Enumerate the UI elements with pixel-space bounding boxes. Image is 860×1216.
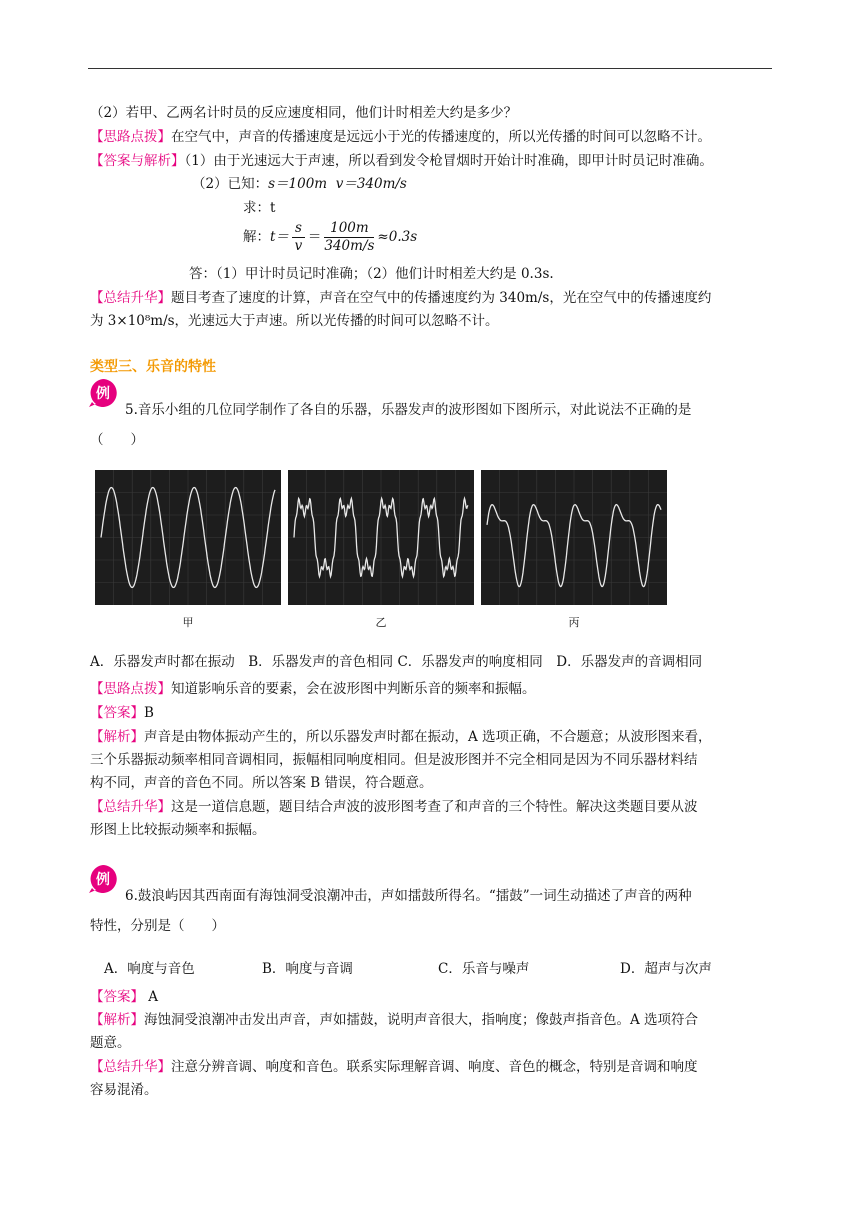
option-b: B．响度与音调 bbox=[262, 961, 353, 977]
known-v: v＝340m/s bbox=[335, 176, 407, 192]
answer-1 bbox=[90, 151, 780, 171]
solve-line bbox=[243, 219, 860, 255]
answer-6 bbox=[90, 987, 780, 1007]
fraction-denominator: v bbox=[294, 238, 303, 254]
solve-label: 解： bbox=[243, 229, 270, 245]
fraction-denominator: 340m/s bbox=[324, 238, 375, 254]
final-answer: 答：（1）甲计时员记时准确；（2）他们计时相差大约是 0.3s. bbox=[189, 266, 554, 282]
summary-1-cont: 为 3×10⁸m/s，光速远大于声速。所以光传播的时间可以忽略不计。 bbox=[90, 313, 499, 329]
equals-sign: ＝ bbox=[307, 229, 322, 245]
fraction-numerator: 100m bbox=[324, 220, 374, 238]
explain-5 bbox=[90, 727, 780, 747]
known-line bbox=[192, 174, 860, 194]
waveform-label-1: 甲 bbox=[182, 616, 194, 629]
known-label: （2）已知： bbox=[192, 176, 269, 192]
fraction-numerator: s bbox=[292, 220, 305, 238]
question-5: 5.音乐小组的几位同学制作了各自的乐器，乐器发声的波形图如下图所示，对此说法不正确的是 bbox=[125, 402, 692, 418]
waveform-label-3: 丙 bbox=[568, 616, 580, 629]
summary-1 bbox=[90, 288, 780, 308]
summary-6-line-2: 容易混淆。 bbox=[90, 1082, 158, 1098]
summary-text: 这是一道信息题，题目结合声波的波形图考查了和声音的三个特性。解决这类题目要从波 bbox=[171, 799, 698, 815]
explain-6 bbox=[90, 1010, 780, 1030]
hint-text: 在空气中，声音的传播速度是远远小于光的传播速度的，所以光传播的时间可以忽略不计。 bbox=[171, 129, 711, 145]
answer-text: （1）由于光速远大于声速，所以看到发令枪冒烟时开始计时准确，即甲计时员记时准确。 bbox=[184, 153, 713, 169]
question-5-options: A．乐器发声时都在振动 B．乐器发声的音色相同 C．乐器发声的响度相同 D．乐器发声的音调相同 bbox=[90, 654, 703, 670]
example-badge-icon bbox=[88, 378, 118, 408]
summary-tag: 【总结升华】 bbox=[90, 1059, 171, 1075]
known-s: s＝100m bbox=[268, 176, 328, 192]
summary-5 bbox=[90, 797, 780, 817]
hint-tag: 【思路点拨】 bbox=[90, 129, 171, 145]
hint-1 bbox=[90, 127, 780, 147]
summary-tag: 【总结升华】 bbox=[90, 799, 171, 815]
explain-text: 声音是由物体振动产生的，所以乐器发声时都在振动，A 选项正确，不合题意；从波形图来看， bbox=[144, 729, 712, 745]
example-badge-icon bbox=[88, 864, 118, 894]
badge-char: 例 bbox=[96, 872, 110, 888]
summary-tag: 【总结升华】 bbox=[90, 290, 171, 306]
question-5-bracket: （ ） bbox=[90, 432, 144, 448]
waveform-label-2: 乙 bbox=[375, 616, 387, 629]
fraction-values bbox=[324, 220, 374, 255]
answer-tag: 【答案】 bbox=[90, 705, 144, 721]
section-title: 类型三、乐音的特性 bbox=[90, 359, 216, 375]
answer-5 bbox=[90, 703, 780, 723]
summary-text: 题目考查了速度的计算，声音在空气中的传播速度约为 340m/s，光在空气中的传播速度约 bbox=[171, 290, 712, 306]
header-rule bbox=[88, 68, 772, 69]
waveform-figure bbox=[92, 468, 672, 638]
fraction-s-over-v bbox=[292, 220, 305, 255]
explain-5-line-2: 三个乐器振动频率相同音调相同，振幅相同响度相同。但是波形图并不完全相同是因为不同乐器材料结 bbox=[90, 752, 698, 768]
solve-t: t＝ bbox=[270, 229, 289, 245]
summary-text: 注意分辨音调、响度和音色。联系实际理解音调、响度、音色的概念，特别是音调和响度 bbox=[171, 1059, 698, 1075]
answer-text: B bbox=[144, 705, 154, 721]
question-2: （2）若甲、乙两名计时员的反应速度相同，他们计时相差大约是多少？ bbox=[90, 105, 518, 121]
result: ≈0.3s bbox=[377, 229, 418, 245]
question-6-line-2: 特性，分别是（ ） bbox=[90, 918, 225, 934]
option-a: A．响度与音色 bbox=[104, 961, 195, 977]
summary-6 bbox=[90, 1057, 780, 1077]
summary-5-line-2: 形图上比较振动频率和振幅。 bbox=[90, 822, 266, 838]
option-d: D．超声与次声 bbox=[620, 961, 712, 977]
waveform-svg bbox=[92, 468, 672, 638]
badge-char: 例 bbox=[96, 386, 110, 402]
question-6: 6.鼓浪屿因其西南面有海蚀洞受浪潮冲击，声如擂鼓所得名。“擂鼓”一词生动描述了声音的两种 bbox=[125, 888, 692, 904]
hint-text: 知道影响乐音的要素，会在波形图中判断乐音的频率和振幅。 bbox=[171, 681, 536, 697]
explain-tag: 【解析】 bbox=[90, 729, 144, 745]
hint-tag: 【思路点拨】 bbox=[90, 681, 171, 697]
answer-tag: 【答案】 bbox=[90, 989, 144, 1005]
answer-tag: 【答案与解析】 bbox=[90, 153, 185, 169]
answer-text: A bbox=[144, 989, 159, 1005]
hint-5 bbox=[90, 679, 780, 699]
explain-6-line-2: 题意。 bbox=[90, 1035, 131, 1051]
option-c: C．乐音与噪声 bbox=[438, 961, 530, 977]
explain-5-line-3: 构不同，声音的音色不同。所以答案 B 错误，符合题意。 bbox=[90, 775, 433, 791]
explain-text: 海蚀洞受浪潮冲击发出声音，声如擂鼓，说明声音很大，指响度；像鼓声指音色。A 选项符合 bbox=[144, 1012, 699, 1028]
explain-tag: 【解析】 bbox=[90, 1012, 144, 1028]
seek-line: 求：t bbox=[243, 200, 276, 216]
